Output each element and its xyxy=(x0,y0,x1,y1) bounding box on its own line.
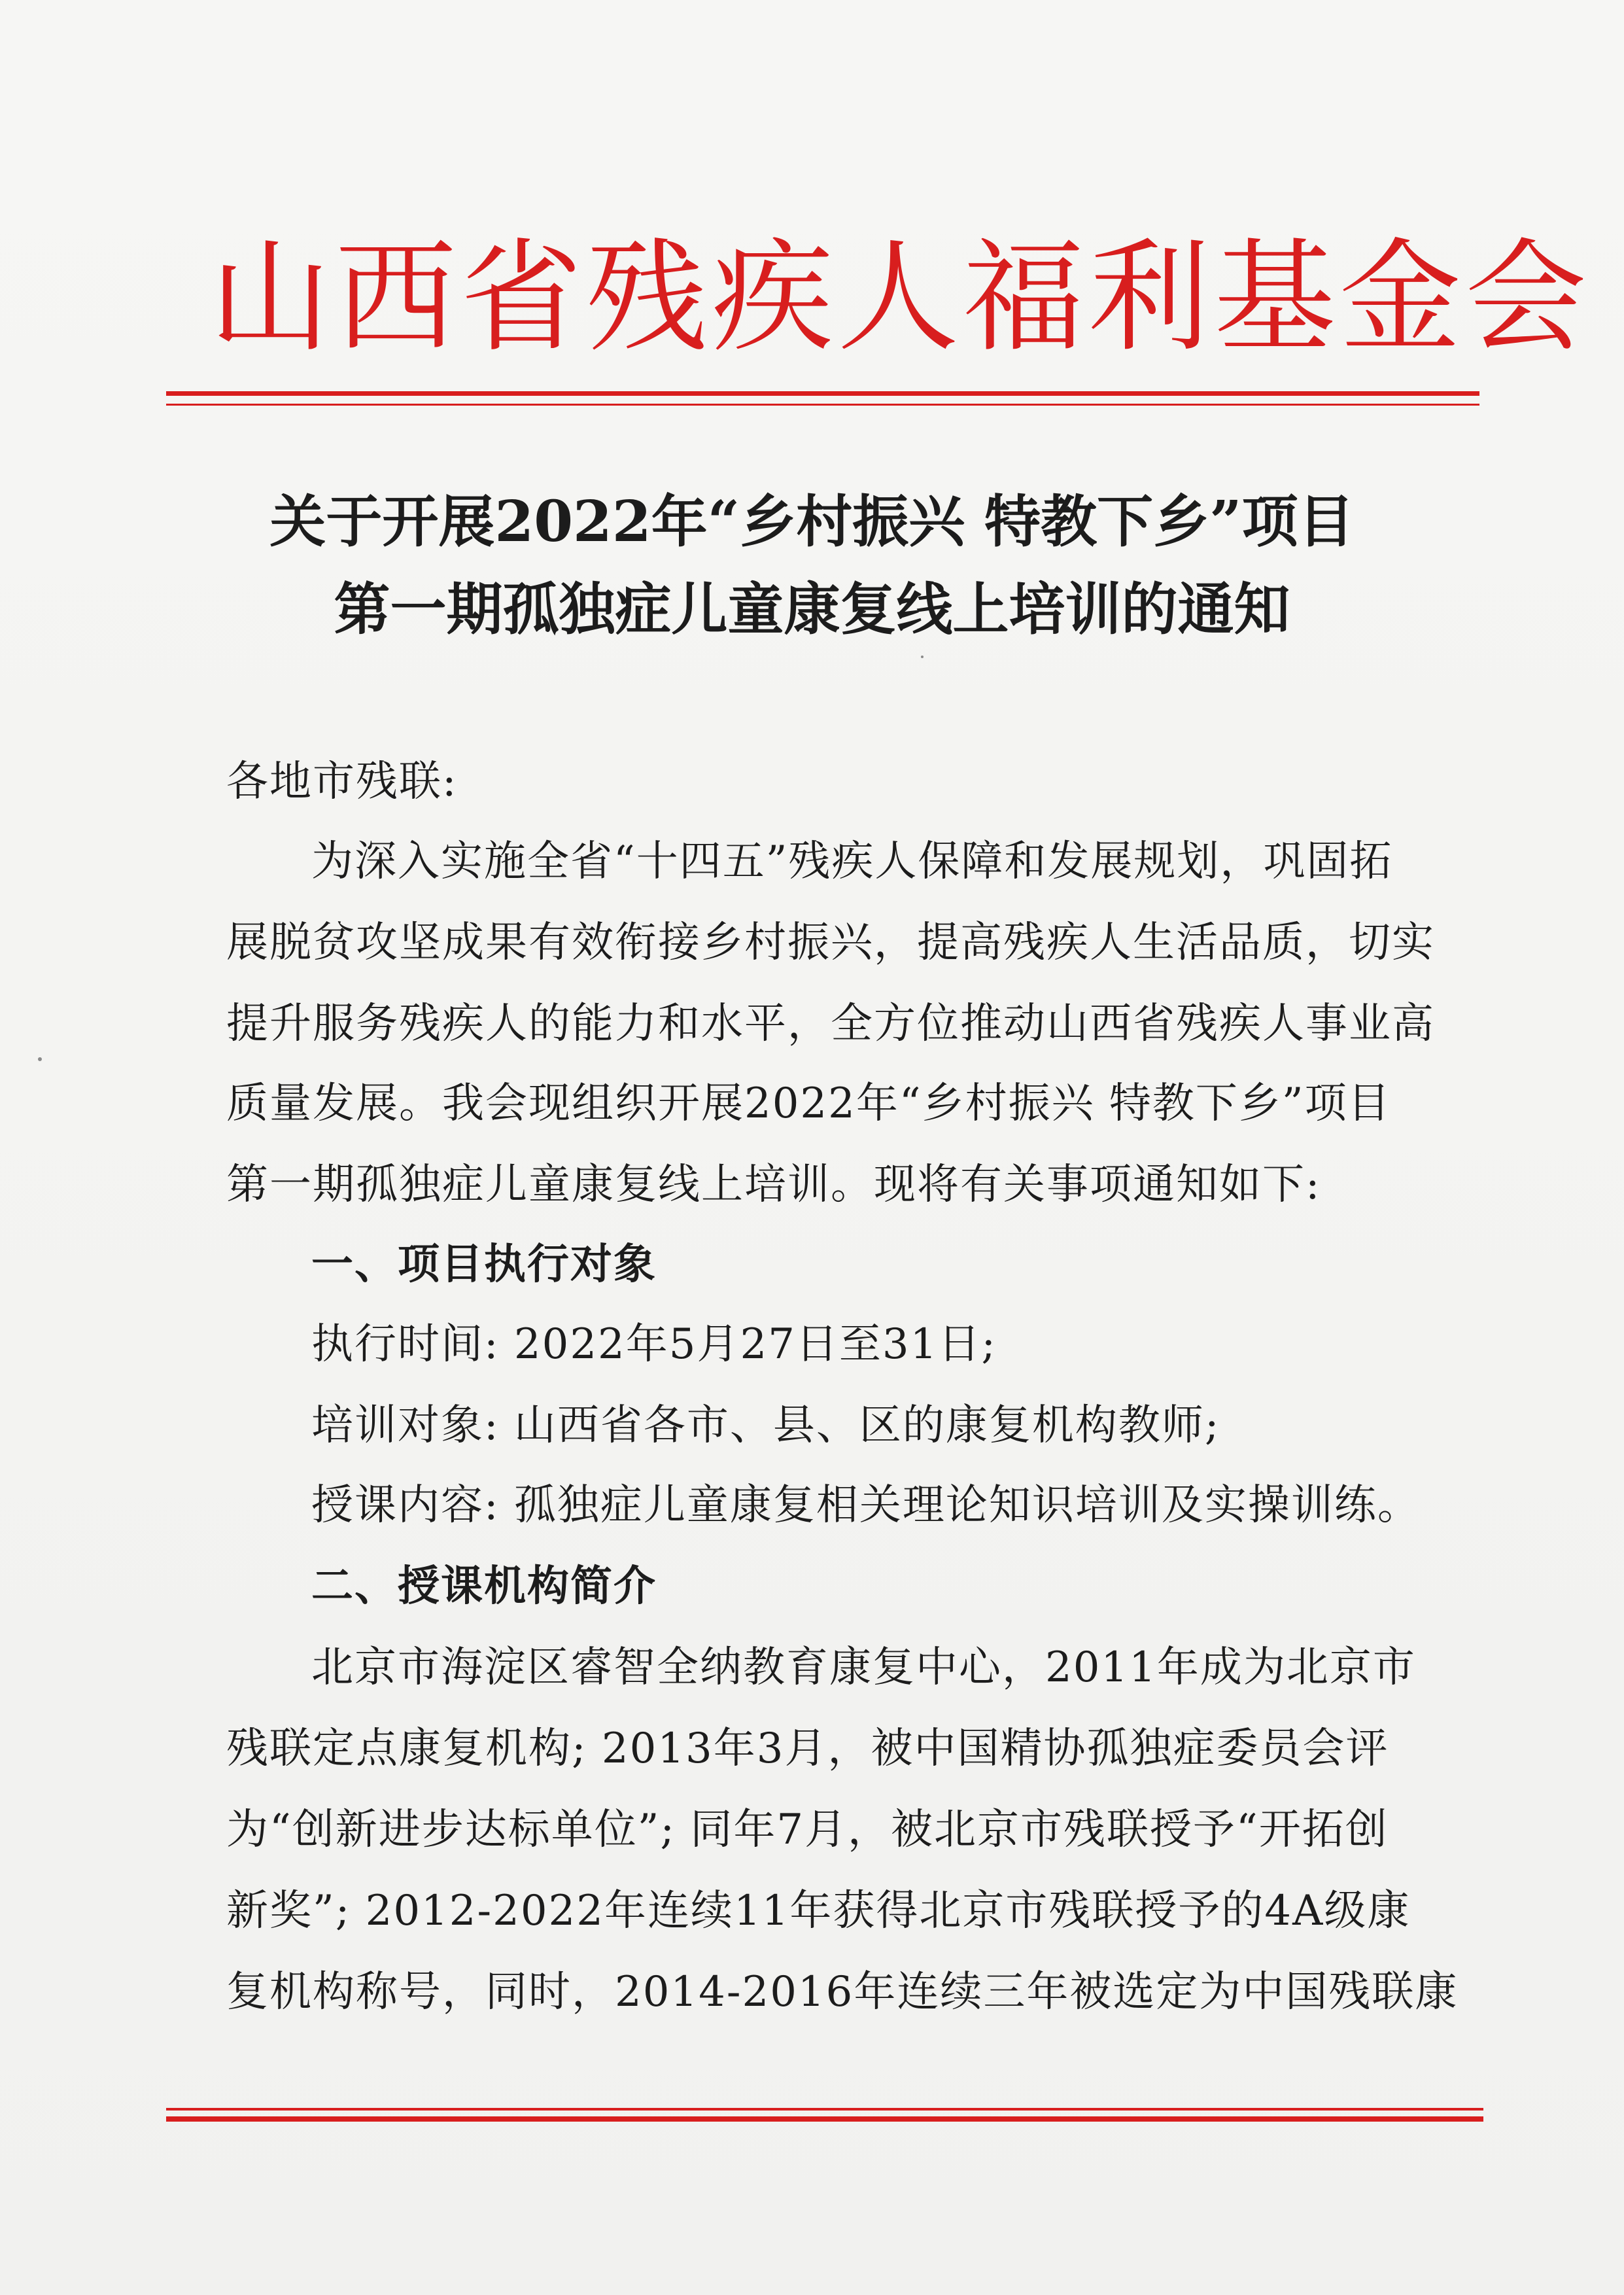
footer-rule-thin xyxy=(166,2108,1483,2111)
salutation: 各地市残联: xyxy=(226,758,458,806)
paragraph-line: 执行时间: 2022年5月27日至31日; xyxy=(311,1320,997,1369)
paragraph-line: 培训对象: 山西省各市、县、区的康复机构教师; xyxy=(311,1401,1220,1450)
section-heading: 二、授课机构简介 xyxy=(311,1562,657,1611)
footer-rule-thick xyxy=(166,2116,1483,2122)
paragraph-line: 新奖”; 2012-2022年连续11年获得北京市残联授予的4A级康 xyxy=(226,1887,1411,1935)
scan-speck xyxy=(921,656,924,658)
header-rule-thick xyxy=(166,391,1479,396)
paragraph-line: 复机构称号，同时，2014-2016年连续三年被选定为中国残联康 xyxy=(226,1968,1459,2016)
document-title-line-2: 第一期孤独症儿童康复线上培训的通知 xyxy=(334,576,1290,642)
paragraph-line: 提升服务残疾人的能力和水平，全方位推动山西省残疾人事业高 xyxy=(226,1000,1435,1048)
paragraph-line: 残联定点康复机构; 2013年3月，被中国精协孤独症委员会评 xyxy=(226,1725,1389,1773)
document-title-line-1: 关于开展2022年“乡村振兴 特教下乡”项目 xyxy=(269,489,1355,555)
organization-header: 山西省残疾人福利基金会 xyxy=(209,226,1591,368)
paragraph-line: 质量发展。我会现组织开展2022年“乡村振兴 特教下乡”项目 xyxy=(226,1079,1391,1128)
paragraph-line: 为“创新进步达标单位”; 同年7月，被北京市残联授予“开拓创 xyxy=(226,1806,1389,1854)
section-heading: 一、项目执行对象 xyxy=(311,1240,657,1289)
paragraph-line: 北京市海淀区睿智全纳教育康复中心，2011年成为北京市 xyxy=(311,1643,1416,1692)
paragraph-line: 第一期孤独症儿童康复线上培训。现将有关事项通知如下: xyxy=(226,1161,1321,1209)
paragraph-line: 授课内容: 孤独症儿童康复相关理论知识培训及实操训练。 xyxy=(311,1481,1421,1530)
scan-speck xyxy=(38,1057,42,1061)
header-rule-thin xyxy=(166,404,1479,406)
paragraph-line: 展脱贫攻坚成果有效衔接乡村振兴，提高残疾人生活品质，切实 xyxy=(226,919,1435,967)
paragraph-line: 为深入实施全省“十四五”残疾人保障和发展规划，巩固拓 xyxy=(311,837,1393,886)
